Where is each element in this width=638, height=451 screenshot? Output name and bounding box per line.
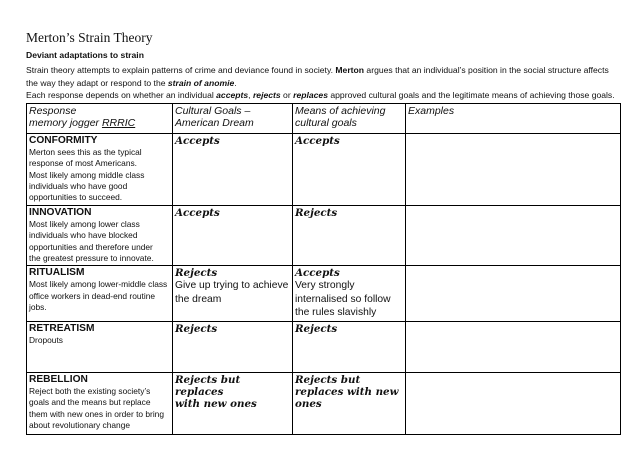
comma-text: , — [248, 90, 253, 101]
goals-verdict: Accepts — [175, 134, 220, 147]
strain-of-anomie-term: strain of anomie — [167, 77, 235, 88]
table-row — [27, 372, 621, 434]
response-description: Most likely among lower class individuals who have blocked opportunities and therefore under the greatest pressure to innovate. — [29, 218, 154, 264]
response-name: INNOVATION — [29, 206, 92, 218]
means-header-line1: Means of achieving — [295, 104, 386, 117]
response-description: Most likely among lower-middle class office workers in dead-end routine jobs. — [29, 279, 168, 313]
cultural-goals-header — [173, 103, 293, 133]
goals-verdict: Accepts — [175, 206, 220, 219]
response-name: RITUALISM — [29, 267, 85, 279]
table-row — [27, 133, 621, 205]
rrric-text: RRRIC — [101, 117, 136, 130]
goals-cell — [173, 133, 293, 205]
means-verdict: Rejects but replaces with new ones — [295, 373, 399, 410]
table-header-row — [27, 103, 621, 133]
means-note: Very strongly internalised so follow the rules slavishly — [295, 280, 391, 319]
means-header-line2: cultural goals — [295, 117, 357, 130]
means-cell — [293, 321, 406, 372]
response-cell — [27, 205, 173, 266]
or-text: or — [280, 90, 294, 101]
intro-paragraph — [26, 64, 620, 89]
cultural-goals-header-line2: American Dream — [175, 117, 254, 130]
response-name: RETREATISM — [29, 322, 95, 334]
examples-cell[interactable] — [406, 266, 621, 322]
examples-cell[interactable] — [406, 321, 621, 372]
means-verdict: Accepts — [295, 134, 340, 147]
examples-cell[interactable] — [406, 372, 621, 434]
goals-cell — [173, 321, 293, 372]
means-verdict: Accepts — [295, 267, 340, 280]
replaces-term: replaces — [293, 90, 328, 101]
means-verdict: Rejects — [295, 206, 338, 219]
examples-cell[interactable] — [406, 133, 621, 205]
memory-jogger-text: memory jogger — [29, 117, 102, 130]
intro-text-mid: argues that an individual’s position in the social structure affects the way they adapt or respond to the — [26, 65, 609, 88]
document-subtitle: Deviant adaptations to strain — [26, 50, 144, 60]
document-title: Merton’s Strain Theory — [26, 30, 153, 45]
table-row — [27, 266, 621, 322]
response-paragraph — [26, 89, 620, 102]
accepts-term: accepts — [216, 90, 249, 101]
response-text-start: Each response depends on whether an individual — [26, 90, 217, 101]
goals-cell — [173, 372, 293, 434]
strain-adaptations-table — [26, 103, 621, 435]
response-description: Reject both the existing society’s goals and the means but replace them with new ones in order to bring about revolutionary change — [29, 385, 165, 431]
means-verdict: Rejects — [295, 322, 338, 335]
response-name: CONFORMITY — [29, 134, 98, 146]
examples-header — [406, 103, 621, 133]
table-row — [27, 205, 621, 266]
response-name: REBELLION — [29, 373, 88, 385]
means-header — [293, 103, 406, 133]
goals-cell — [173, 266, 293, 322]
goals-verdict: Rejects — [175, 267, 218, 280]
goals-cell — [173, 205, 293, 266]
table-row — [27, 321, 621, 372]
means-cell — [293, 266, 406, 322]
response-cell — [27, 266, 173, 322]
response-text-end: approved cultural goals and the legitimate means of achieving those goals. — [327, 90, 615, 101]
response-header-line1: Response — [29, 104, 77, 117]
examples-cell[interactable] — [406, 205, 621, 266]
means-cell — [293, 372, 406, 434]
means-cell — [293, 205, 406, 266]
cultural-goals-header-line1: Cultural Goals – — [175, 104, 251, 117]
response-description: Dropouts — [29, 334, 63, 345]
response-cell — [27, 133, 173, 205]
response-cell — [27, 372, 173, 434]
rejects-term: rejects — [252, 90, 281, 101]
intro-text-start: Strain theory attempts to explain patterns of crime and deviance found in society. — [26, 65, 336, 75]
goals-verdict: Rejects but replaces with new ones — [175, 373, 257, 410]
response-header-line2 — [29, 117, 170, 130]
response-description: Merton sees this as the typical response of most Americans. Most likely among middle class individuals who have good opportunities to succeed. — [29, 146, 145, 203]
goals-note: Give up trying to achieve the dream — [175, 280, 289, 305]
document-page — [26, 30, 620, 435]
response-cell — [27, 321, 173, 372]
means-cell — [293, 133, 406, 205]
intro-text-end: . — [234, 77, 237, 88]
response-header — [27, 103, 173, 133]
goals-verdict: Rejects — [175, 322, 218, 335]
examples-header-label: Examples — [408, 104, 455, 117]
merton-name: Merton — [335, 65, 365, 75]
